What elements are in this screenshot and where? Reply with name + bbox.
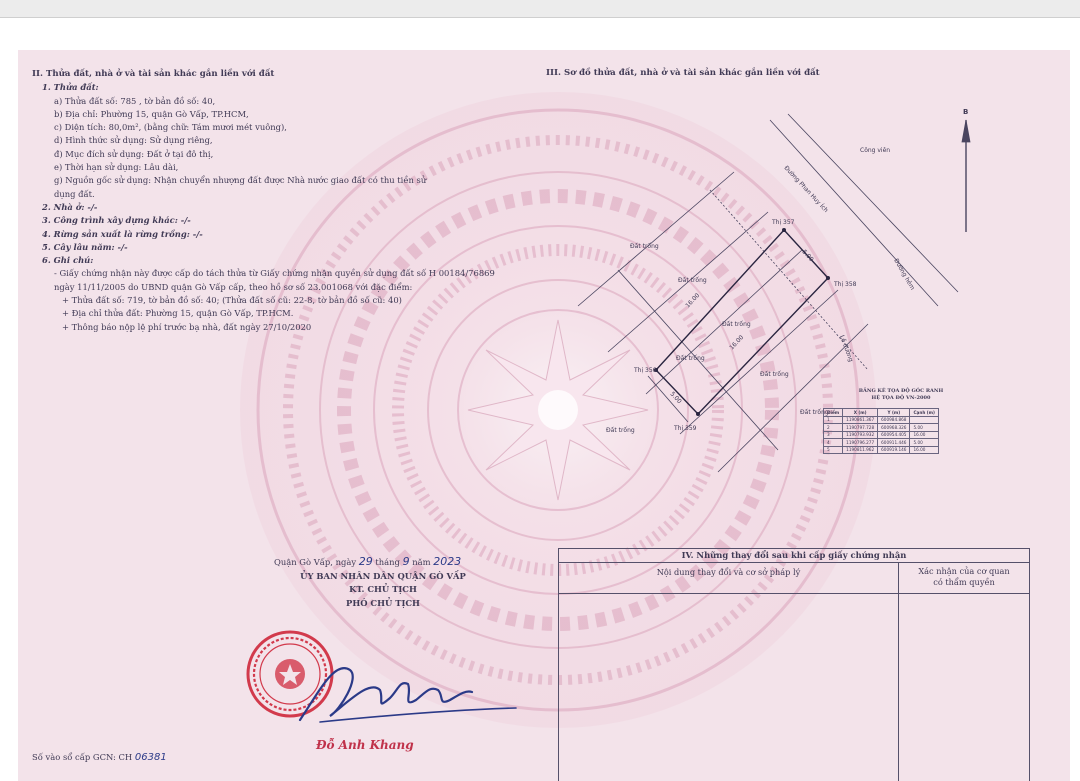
coordinate-subtitle-text: HỆ TỌA ĐỘ VN-2000 [871, 395, 931, 401]
table-cell: 600919.146 [878, 446, 910, 454]
table-cell: 1190797.728 [843, 424, 878, 432]
section-ii [32, 68, 512, 334]
table-row [824, 439, 939, 447]
label-point-2: Thị 358 [834, 281, 857, 288]
note-fee: + Thông báo nộp lệ phí trước bạ nhà, đất ngày 27/10/2020 [62, 321, 312, 332]
label-width-2: 5.00 [668, 390, 683, 406]
date-year: 2023 [433, 555, 462, 568]
section-iv-title: IV. Những thay đổi sau khi cấp giấy chứng nhận [559, 549, 1029, 563]
section-ii-title: II. Thửa đất, nhà ở và tài sản khác gắn liền với đất [32, 69, 275, 79]
note-old-parcel: + Thửa đất số: 719, tờ bản đồ số: 40; (Thửa đất số cũ: 22-8, tờ bản đồ số cũ: 40) [62, 295, 402, 306]
notes-heading: 6. Ghi chú: [42, 255, 94, 266]
table-cell: 5.00 [910, 424, 939, 432]
label-park: Công viên [860, 147, 891, 154]
date-day: 29 [358, 555, 373, 568]
note-origin: - Giấy chứng nhận này được cấp do tách thửa từ Giấy chứng nhận quyền sử dụng đất số H 00184/76869 ngày 11/11/2005 do UBND quận Gò Vấp cấp, theo hồ sơ số 23.001068 với đặc điểm: [54, 268, 495, 292]
parcel-heading: 1. Thửa đất: [42, 82, 99, 93]
viewer-top-bar [0, 0, 1080, 18]
coordinate-header: Cạnh (m) [910, 409, 939, 417]
label-vacant-1: Đất trống [630, 243, 659, 250]
table-cell: 1190861.367 [843, 416, 878, 424]
signer-role: PHÓ CHỦ TỊCH [346, 597, 420, 608]
construction-item: 3. Công trình xây dựng khác: -/- [42, 215, 191, 226]
table-cell: 1 [824, 416, 843, 424]
registry-value: 06381 [134, 752, 167, 763]
signer-name: Đỗ Anh Khang [316, 738, 414, 752]
table-cell: 16.00 [910, 431, 939, 439]
changes-confirm-header [899, 563, 1029, 593]
coordinate-table-title [846, 388, 956, 402]
section-iv-changes-table [558, 548, 1030, 781]
issuing-authority: ỦY BAN NHÂN DÂN QUẬN GÒ VẤP [300, 570, 466, 581]
coordinate-header: Y (m) [878, 409, 910, 417]
table-cell: 1190811.962 [843, 446, 878, 454]
usage-term: e) Thời hạn sử dụng: Lâu dài, [54, 162, 179, 173]
date-month: 9 [402, 555, 410, 568]
note-old-address: + Địa chỉ thửa đất: Phường 15, quận Gò Vấp, TP.HCM. [62, 308, 294, 319]
table-cell: 2 [824, 424, 843, 432]
label-road: Đường Phan Huy Ích [782, 164, 830, 215]
house-item: 2. Nhà ở: -/- [42, 201, 98, 212]
table-cell: 600968.326 [878, 424, 910, 432]
parcel-sketch-map [538, 80, 1038, 500]
coordinate-header: Điểm [824, 409, 843, 417]
table-cell: 3 [824, 431, 843, 439]
changes-content-header: Nội dung thay đổi và cơ sở pháp lý [559, 563, 899, 593]
changes-confirm-line2: có thẩm quyền [933, 577, 995, 587]
label-vacant-7: Đất trống [676, 355, 705, 362]
parcel-area: c) Diện tích: 80,0m², (bằng chữ: Tám mươi mét vuông), [54, 122, 287, 133]
label-length-2: 16.00 [728, 334, 746, 352]
usage-form: d) Hình thức sử dụng: Sử dụng riêng, [54, 135, 213, 146]
table-cell: 16.00 [910, 446, 939, 454]
coordinate-title-text: BẢNG KÊ TỌA ĐỘ GÓC RANH [858, 388, 944, 394]
changes-header-row [559, 563, 1029, 594]
coordinate-header-row [824, 409, 939, 417]
land-certificate-page [18, 50, 1070, 781]
label-length-1: 16.00 [684, 292, 702, 310]
date-year-label: năm [412, 557, 431, 567]
date-prefix: Quận Gò Vấp, ngày [274, 557, 357, 567]
table-row [824, 446, 939, 454]
perennial-item: 5. Cây lâu năm: -/- [42, 241, 128, 252]
label-vacant-3: Đất trống [722, 321, 751, 328]
usage-origin-cont: dụng đất. [54, 188, 95, 199]
label-vacant-4: Đất trống [760, 371, 789, 378]
table-row [824, 416, 939, 424]
registry-label: Số vào sổ cấp GCN: CH [32, 752, 133, 762]
registry-number [32, 752, 167, 763]
label-point-3: Thị 356 [634, 367, 657, 374]
table-cell: 600954.405 [878, 431, 910, 439]
parcel-number: a) Thửa đất số: 785 , tờ bản đồ số: 40, [54, 95, 216, 106]
table-cell: 4 [824, 439, 843, 447]
changes-confirm-line1: Xác nhận của cơ quan [918, 566, 1010, 576]
table-cell: 600984.868 [878, 416, 910, 424]
table-cell: 1190796.277 [843, 439, 878, 447]
table-cell [910, 416, 939, 424]
table-cell: 1190793.932 [843, 431, 878, 439]
label-curb: Lề đường [838, 334, 855, 363]
changes-content-cell [559, 594, 899, 781]
label-point-1: Thị 357 [772, 219, 795, 226]
parcel-address: b) Địa chỉ: Phường 15, quận Gò Vấp, TP.HCM, [54, 108, 249, 119]
issue-date [248, 555, 518, 570]
label-width-1: 5.00 [800, 248, 815, 264]
usage-purpose: đ) Mục đích sử dụng: Đất ở tại đô thị, [54, 148, 214, 159]
table-cell: 5.00 [910, 439, 939, 447]
coordinate-table [823, 408, 939, 454]
label-point-4: Thị 359 [674, 425, 697, 432]
signature-graphic [280, 650, 520, 730]
label-vacant-6: Đất trống [606, 427, 635, 434]
north-arrow-icon: B [963, 108, 969, 116]
coordinate-header: X (m) [843, 409, 878, 417]
label-alley: Đường hẻm [892, 257, 916, 292]
forest-item: 4. Rừng sản xuất là rừng trồng: -/- [42, 228, 203, 239]
usage-origin: g) Nguồn gốc sử dụng: Nhận chuyển nhượng đất được Nhà nước giao đất có thu tiền sử [54, 175, 427, 186]
table-row [824, 424, 939, 432]
table-cell: 600911.446 [878, 439, 910, 447]
date-month-label: tháng [375, 557, 400, 567]
on-behalf-of: KT. CHỦ TỊCH [349, 584, 417, 594]
label-vacant-5: Đất trống [800, 409, 829, 416]
signature-block [248, 555, 518, 610]
label-vacant-2: Đất trống [678, 277, 707, 284]
table-cell: 5 [824, 446, 843, 454]
section-iii-title: III. Sơ đồ thửa đất, nhà ở và tài sản khác gắn liền với đất [546, 68, 820, 78]
changes-body [559, 594, 1029, 781]
table-row [824, 431, 939, 439]
